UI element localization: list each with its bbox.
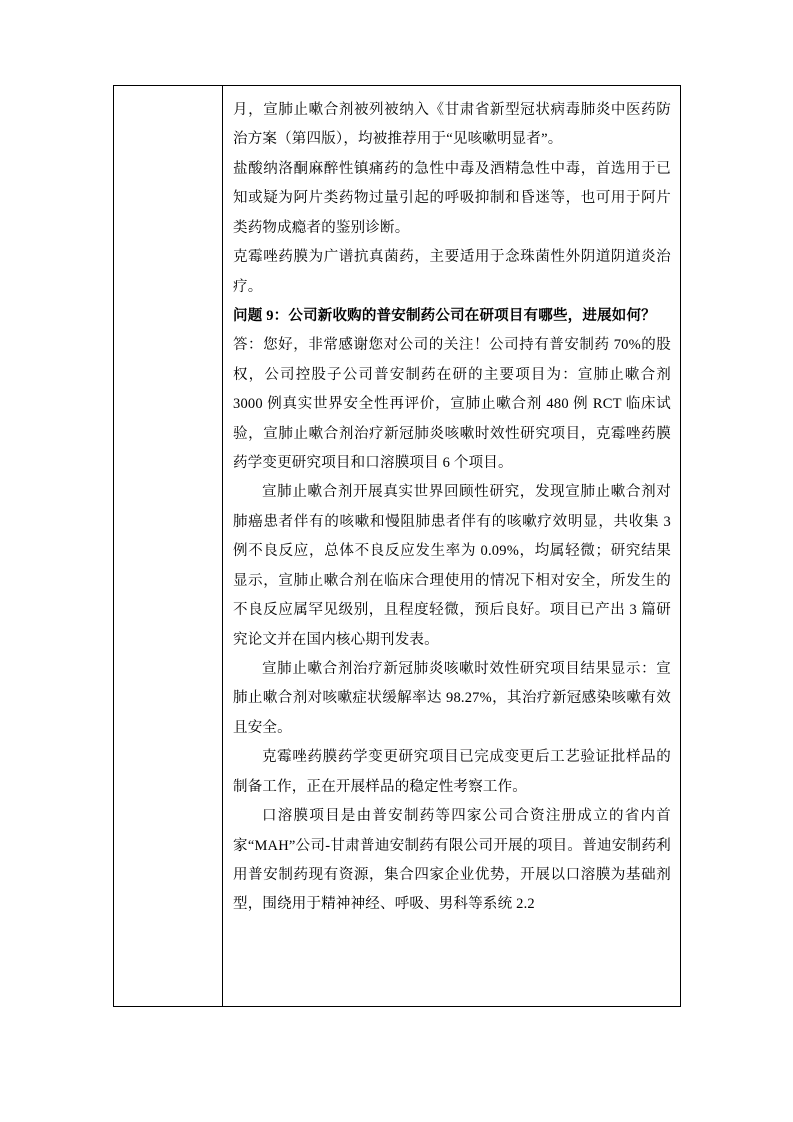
- label-cell: [114, 86, 223, 1007]
- paragraph-7: 宣肺止嗽合剂治疗新冠肺炎咳嗽时效性研究项目结果显示：宣肺止嗽合剂对咳嗽症状缓解率达 98.27%，其治疗新冠感染咳嗽有效且安全。: [233, 661, 671, 736]
- table-row: [114, 86, 681, 1007]
- label-cell-text: [114, 86, 222, 1006]
- paragraph-8: 克霉唑药膜药学变更研究项目已完成变更后工艺验证批样品的制备工作，正在开展样品的稳定性考察工作。: [233, 749, 671, 795]
- paragraph-9: 口溶膜项目是由普安制药等四家公司合资注册成立的省内首家“MAH”公司-甘肃普迪安制药有限公司开展的项目。普迪安制药利用普安制药现有资源，集合四家企业优势，开展以口溶膜为基础剂型，围绕用于精神神经、呼吸、男科等系统 2.2: [233, 808, 671, 913]
- paragraph-1: 月，宣肺止嗽合剂被列被纳入《甘肃省新型冠状病毒肺炎中医药防治方案（第四版），均被推荐用于“见咳嗽明显者”。: [233, 102, 671, 148]
- answer-paragraph: 答：您好，非常感谢您对公司的关注！公司持有普安制药 70%的股权，公司控股子公司普安制药在研的主要项目为：宣肺止嗽合剂 3000 例真实世界安全性再评价，宣肺止嗽合剂 480 例 RCT 临床试验，宣肺止嗽合剂治疗新冠肺炎咳嗽时效性研究项目，克霉唑药膜药学变更研究项目和口溶膜项目 6 个项目。: [233, 337, 671, 472]
- paragraph-3: 克霉唑药膜为广谱抗真菌药，主要适用于念珠菌性外阴道阴道炎治疗。: [233, 249, 671, 295]
- paragraph-2: 盐酸纳洛酮麻醉性镇痛药的急性中毒及酒精急性中毒，首选用于已知或疑为阿片类药物过量引起的呼吸抑制和昏迷等，也可用于阿片类药物成瘾者的鉴别诊断。: [233, 160, 671, 236]
- question-heading-9: 问题 9：公司新收购的普安制药公司在研项目有哪些，进展如何？: [233, 307, 656, 324]
- paragraph-6: 宣肺止嗽合剂开展真实世界回顾性研究，发现宣肺止嗽合剂对肺癌患者伴有的咳嗽和慢阻肺患者伴有的咳嗽疗效明显，共收集 3 例不良反应，总体不良反应发生率为 0.09%，均属轻微；研究结果显示，宣肺止嗽合剂在临床合理使用的情况下相对安全，所发生的不良反应属罕见级别，且程度轻微，预后良好。项目已产出 3 篇研究论文并在国内核心期刊发表。: [233, 484, 671, 648]
- content-body: [223, 86, 680, 932]
- content-cell: [223, 86, 681, 1007]
- content-table: [113, 85, 681, 1007]
